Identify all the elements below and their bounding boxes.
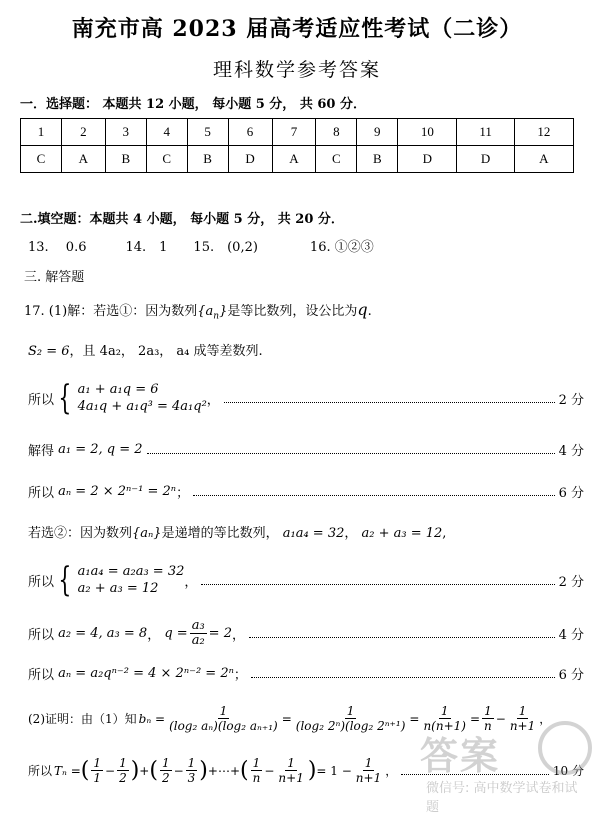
fraction: $\frac{1}{2}$ bbox=[119, 756, 127, 785]
leader-dots bbox=[193, 495, 555, 496]
watermark bbox=[420, 715, 590, 815]
q17-solution1-line: 解得 a₁ = 2, q = 2 4 分 bbox=[28, 442, 584, 459]
q17-tn-line: 所以 Tₙ = ( $\frac{1}{1}$ − $\frac{1}{2}$ ) + ( $\frac{1}{2}$ − $\frac{1}{3}$ ) + ⋯ + ( $\frac{1}{n}$ − $\frac{1}{n+1}$ ) = 1 − $\frac{1}{n+1}$ ， 10 分 bbox=[28, 756, 584, 785]
score-label: 4 分 bbox=[558, 627, 584, 643]
fraction: $\frac{1}{1}$ bbox=[93, 756, 101, 785]
fraction: $\frac{1}{n+1}$ bbox=[355, 756, 382, 785]
q17-an1-line: 所以 aₙ = 2 × 2ⁿ⁻¹ = 2ⁿ ； 6 分 bbox=[28, 484, 584, 501]
leader-dots bbox=[251, 677, 555, 678]
table-cell: 4 bbox=[146, 119, 187, 146]
fraction: $\frac{1}{n+1}$ bbox=[278, 756, 304, 785]
section1-heading: 一．选择题： 本题共 12 小题， 每小题 5 分， 共 60 分． bbox=[20, 97, 366, 112]
page-title: 南充市高 2023 届高考适应性考试（二诊） bbox=[71, 16, 523, 42]
table-cell: 5 bbox=[187, 119, 228, 146]
table-cell: 2 bbox=[61, 119, 105, 146]
fraction: $\frac{1}{\text{(log₂ 2ⁿ)(log₂ 2ⁿ⁺¹)}}$ bbox=[295, 704, 406, 733]
table-cell: C bbox=[21, 146, 62, 173]
table-cell: D bbox=[228, 146, 272, 173]
table-cell: 9 bbox=[357, 119, 398, 146]
leader-dots bbox=[147, 453, 555, 454]
score-label: 10 分 bbox=[552, 764, 584, 778]
q17-option2: 若选②：因为数列{aₙ}是递增的等比数列， a₁a₄ = 32， a₂ + a₃ = 12, bbox=[28, 526, 447, 541]
seq-an: $\{a_n\}$ bbox=[197, 304, 228, 322]
fraction: $\frac{1}{n}$ bbox=[484, 704, 492, 733]
leader-dots bbox=[201, 584, 554, 585]
q17-system2-line: 所以 { a₁a₄ = a₂a₃ = 32 a₂ + a₃ = 12 ， 2 分 bbox=[28, 560, 584, 600]
q17-intro: 17. (1)解：若选①：因为数列$\{a_n\}$是等比数列，设公比为q. bbox=[24, 300, 372, 322]
table-cell: 3 bbox=[105, 119, 146, 146]
fraction: $\frac{1}{n+1}$ bbox=[509, 704, 536, 733]
table-cell: A bbox=[61, 146, 105, 173]
leader-dots bbox=[224, 402, 555, 403]
table-row-answers bbox=[21, 146, 574, 173]
table-cell: C bbox=[316, 146, 357, 173]
table-cell: D bbox=[398, 146, 457, 173]
q17-system1-line: 所以 { a₁ + a₁q = 6 4a₁q + a₁q³ = 4a₁q² ， 2 分 bbox=[28, 378, 584, 418]
table-cell: 1 bbox=[21, 119, 62, 146]
table-cell: 11 bbox=[457, 119, 514, 146]
table-cell: C bbox=[146, 146, 187, 173]
table-cell: B bbox=[105, 146, 146, 173]
watermark-caption: 微信号: 高中数学试卷和试题 bbox=[426, 781, 578, 815]
page-subtitle: 理科数学参考答案 bbox=[212, 59, 381, 81]
table-cell: B bbox=[187, 146, 228, 173]
table-row-numbers bbox=[21, 119, 574, 146]
watermark-circle-icon bbox=[538, 721, 592, 775]
table-cell: D bbox=[457, 146, 514, 173]
equation-system: { a₁a₄ = a₂a₃ = 32 a₂ + a₃ = 12 bbox=[58, 560, 185, 600]
table-cell: A bbox=[272, 146, 316, 173]
q17-solution2-line: 所以 a₂ = 4, a₃ = 8 ， q = $\frac{\text{a₃}}{\text{a₂}}$ = 2 ， 4 分 bbox=[28, 617, 584, 648]
table-cell: 10 bbox=[398, 119, 457, 146]
q17-part2-line: (2)证明：由（1）知 bₙ = $\frac{1}{\text{(log₂ aₙ)(log₂ aₙ₊₁)}}$ = $\frac{1}{\text{(log₂ 2ⁿ)(log₂ 2ⁿ⁺¹)}}$ = $\frac{1}{n(n+1)}$ = $\frac{1}{n}$ − $\frac{1}{n+1}$ ， bbox=[28, 704, 552, 733]
watermark-text: 答案 bbox=[420, 734, 501, 778]
table-cell: B bbox=[357, 146, 398, 173]
fill-blank-answers: 13. 0.6 14. 1 15. (0,2) 16. ①②③ bbox=[28, 240, 374, 255]
leader-dots bbox=[249, 637, 555, 638]
q17-condition: S₂ = 6，且 4a₂， 2a₃， a₄ 成等差数列. bbox=[28, 344, 263, 359]
table-cell: 7 bbox=[272, 119, 316, 146]
fraction: $\frac{1}{n(n+1)}$ bbox=[423, 704, 466, 733]
section2-heading: 二.填空题：本题共 4 小题， 每小题 5 分， 共 20 分． bbox=[20, 212, 344, 227]
answer-table bbox=[20, 118, 574, 173]
section3-heading: 三. 解答题 bbox=[24, 270, 85, 285]
score-label: 2 分 bbox=[558, 392, 584, 408]
fraction: $\frac{\text{a₃}}{\text{a₂}}$ bbox=[191, 617, 205, 648]
q17-an2-line: 所以 aₙ = a₂qⁿ⁻² = 4 × 2ⁿ⁻² = 2ⁿ ； 6 分 bbox=[28, 666, 584, 683]
table-cell: A bbox=[514, 146, 573, 173]
fraction: $\frac{1}{n}$ bbox=[252, 756, 261, 785]
table-cell: 12 bbox=[514, 119, 573, 146]
fraction: $\frac{1}{2}$ bbox=[161, 756, 170, 785]
table-cell: 6 bbox=[228, 119, 272, 146]
table-cell: 8 bbox=[316, 119, 357, 146]
fraction: $\frac{1}{\text{(log₂ aₙ)(log₂ aₙ₊₁)}}$ bbox=[169, 704, 278, 733]
score-label: 4 分 bbox=[558, 444, 584, 459]
score-label: 6 分 bbox=[558, 668, 584, 683]
equation-system: { a₁ + a₁q = 6 4a₁q + a₁q³ = 4a₁q² bbox=[58, 378, 207, 418]
score-label: 2 分 bbox=[558, 574, 584, 590]
score-label: 6 分 bbox=[558, 486, 584, 501]
fraction: $\frac{1}{3}$ bbox=[187, 756, 196, 785]
